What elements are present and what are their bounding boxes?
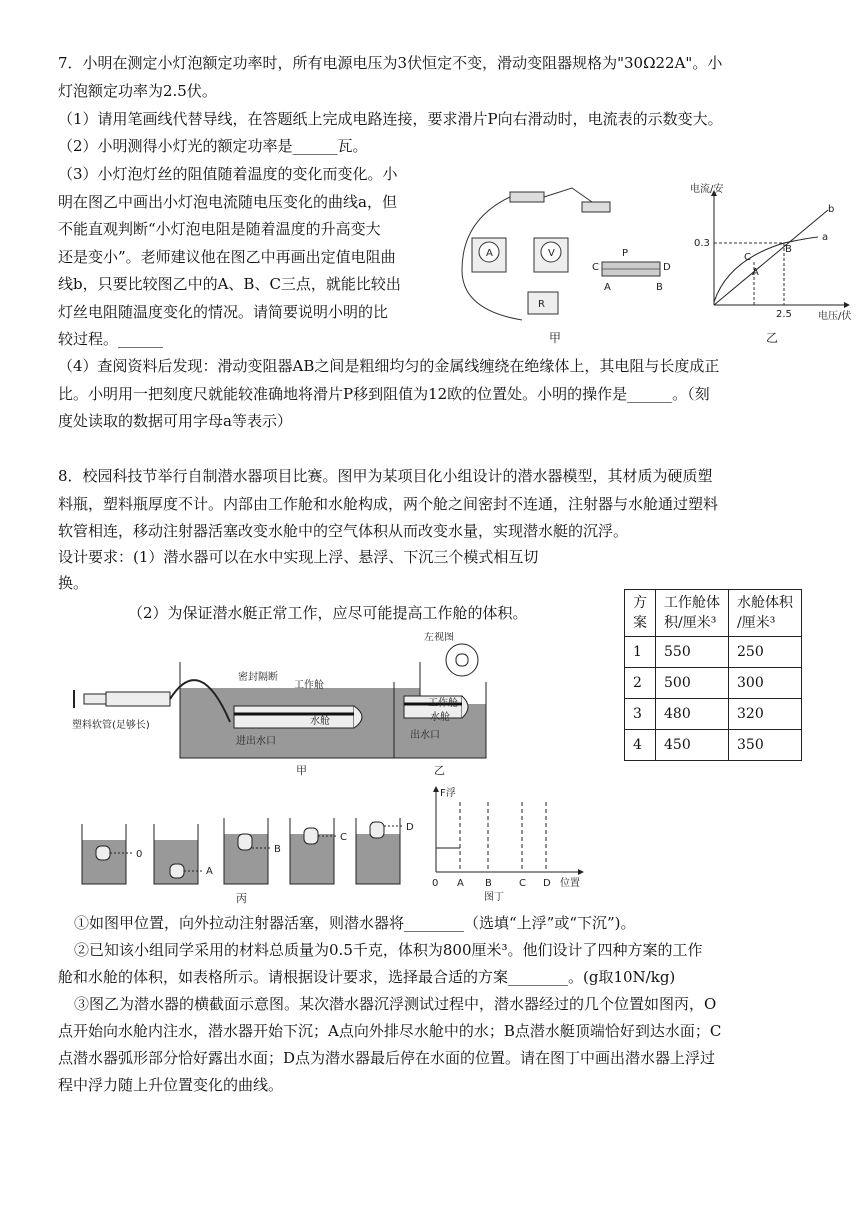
q8-line-6: （2）为保证潜水艇正常工作，应尽可能提高工作舱的体积。 (128, 604, 528, 622)
q8-sub-3a: ③图乙为潜水器的横截面示意图。某次潜水器沉浮测试过程中，潜水器经过的几个位置如图丙，O (74, 995, 717, 1013)
caption-ding: 图丁 (484, 892, 504, 903)
table-row (625, 730, 802, 761)
beaker-D (356, 818, 414, 884)
q8-line-5: 换。 (58, 574, 89, 592)
graph-ylabel: 电流/安 (690, 184, 724, 195)
table-cell: 3 (625, 699, 656, 730)
label-work2: 工作舱 (428, 698, 458, 709)
table-cell: 2 (625, 668, 656, 699)
table-header-row (625, 590, 802, 637)
q8-line-1: 8．校园科技节举行自制潜水器项目比赛。图甲为某项目化小组设计的潜水器模型，其材质为硬质塑 (58, 467, 713, 485)
label-tube: 塑料软管(足够长) (72, 720, 150, 731)
table-header-cell: 工作舱体 积/厘米³ (656, 590, 729, 637)
beaker-B (224, 818, 281, 884)
q7-line-7: 不能直观判断“小灯泡电阻是随着温度的升高变大 (58, 220, 381, 238)
label-water2: 水舱 (430, 712, 450, 723)
q8-sub-2a: ②已知该小组同学采用的材料总质量为0.5千克，体积为800厘米³。他们设计了四种方案的工作 (74, 941, 703, 959)
q8-line-2: 料瓶，塑料瓶厚度不计。内部由工作舱和水舱构成，两个舱之间密封不连通，注射器与水舱通过塑料 (58, 495, 719, 513)
label-D: D (663, 262, 671, 273)
table-cell: 250 (729, 637, 802, 668)
table-cell: 480 (656, 699, 729, 730)
beaker-C (290, 818, 347, 884)
table-cell: 320 (729, 699, 802, 730)
beaker-0 (82, 824, 142, 884)
graph-ding (432, 786, 584, 903)
table-header-cell: 方 案 (625, 590, 656, 637)
q7-line-14: 度处读取的数据可用字母a等表示） (58, 412, 292, 430)
q7-line-4: （2）小明测得小灯光的额定功率是______瓦。 (58, 137, 368, 155)
point-C: C (744, 252, 751, 263)
q8-line-4: 设计要求：(1）潜水器可以在水中实现上浮、悬浮、下沉三个模式相互切 (58, 548, 539, 566)
q7-line-3: （1）请用笔画线代替导线，在答题纸上完成电路连接，要求滑片P向右滑动时，电流表的示数变大。 (58, 110, 723, 128)
graph-xlabel: 电压/伏 (818, 311, 852, 322)
graph-xtick: 2.5 (776, 309, 792, 320)
graph-figure-yi (688, 180, 858, 346)
caption-sub-jia: 甲 (296, 764, 307, 777)
table-header-cell: 水舱体积 /厘米³ (729, 590, 802, 637)
q7-line-10: 灯丝电阻随温度变化的情况。请简要说明小明的比 (58, 303, 389, 321)
label-inout: 进出水口 (236, 736, 276, 747)
svg-text:A: A (486, 248, 493, 259)
caption-jia: 甲 (549, 331, 562, 345)
plan-table (624, 589, 802, 761)
label-leftview: 左视图 (424, 632, 454, 643)
graph-ytick: 0.3 (694, 238, 710, 249)
label-C: C (592, 262, 599, 273)
q8-sub-3d: 程中浮力随上升位置变化的曲线。 (58, 1076, 284, 1094)
q7-line-6: 明在图乙中画出小灯泡电流随电压变化的曲线a，但 (58, 193, 397, 211)
point-B: B (785, 244, 792, 255)
label-R: R (538, 299, 545, 310)
caption-yi: 乙 (766, 331, 779, 345)
q7-line-9: 线b，只要比较图乙中的A、B、C三点，就能比较出 (58, 275, 401, 293)
pos-A: A (206, 866, 213, 877)
label-water: 水舱 (310, 716, 330, 727)
table-row (625, 699, 802, 730)
circuit-figure-jia (452, 180, 674, 346)
axis-D: D (543, 878, 551, 889)
pos-D: D (406, 822, 414, 833)
label-A-rheo: A (604, 282, 611, 293)
label-P: P (622, 248, 629, 259)
q7-line-11: 较过程。______ (58, 330, 164, 348)
table-row (625, 637, 802, 668)
table-row (625, 668, 802, 699)
caption-sub-yi: 乙 (434, 764, 445, 777)
label-work: 工作舱 (294, 680, 324, 691)
axis-0: 0 (432, 878, 439, 889)
q8-sub-3c: 点潜水器弧形部分恰好露出水面；D点为潜水器最后停在水面的位置。请在图丁中画出潜水器上浮过 (58, 1049, 716, 1067)
q7-line-1: 7．小明在测定小灯泡额定功率时，所有电源电压为3伏恒定不变，滑动变阻器规格为"30Ω22A"。小 (58, 54, 723, 72)
label-out2: 出水口 (410, 730, 440, 741)
pos-0: 0 (136, 849, 143, 860)
table-cell: 450 (656, 730, 729, 761)
q7-line-5: （3）小灯泡灯丝的阻值随着温度的变化而变化。小 (58, 165, 398, 183)
table-cell: 4 (625, 730, 656, 761)
axis-x-label: 位置 (560, 878, 580, 889)
q7-line-12: （4）查阅资料后发现：滑动变阻器AB之间是粗细均匀的金属线缠绕在绝缘体上，其电阻与长度成正 (58, 357, 720, 375)
graph-ding-ylabel: F浮 (440, 788, 456, 799)
label-seal: 密封隔断 (238, 672, 278, 683)
svg-text:V: V (548, 248, 555, 259)
curve-b-label: b (828, 204, 835, 215)
figure-bing-ding (80, 784, 600, 906)
table-cell: 1 (625, 637, 656, 668)
table-cell: 350 (729, 730, 802, 761)
pos-B: B (274, 844, 281, 855)
q7-line-13: 比。小明用一把刻度尺就能较准确地将滑片P移到阻值为12欧的位置处。小明的操作是______。（刻 (58, 385, 710, 403)
curve-a-label: a (822, 232, 829, 243)
q8-sub-3b: 点开始向水舱内注水，潜水器开始下沉；A点向外排尽水舱中的水；B点潜水艇顶端恰好到达水面；C (58, 1022, 722, 1040)
caption-bing: 丙 (236, 892, 247, 905)
q8-sub-2b: 舱和水舱的体积，如表格所示。请根据设计要求，选择最合适的方案________。(g取10N/kg) (58, 968, 676, 986)
q8-line-3: 软管相连，移动注射器活塞改变水舱中的空气体积从而改变水量，实现潜水艇的沉浮。 (58, 522, 629, 540)
table-cell: 300 (729, 668, 802, 699)
label-B-rheo: B (656, 282, 663, 293)
submarine-figure (70, 632, 490, 780)
table-cell: 500 (656, 668, 729, 699)
axis-A: A (457, 878, 464, 889)
q7-line-2: 灯泡额定功率为2.5伏。 (58, 82, 217, 100)
axis-C: C (519, 878, 526, 889)
beaker-A (154, 824, 213, 884)
table-cell: 550 (656, 637, 729, 668)
pos-C: C (340, 832, 347, 843)
q8-sub-1: ①如图甲位置，向外拉动注射器活塞，则潜水器将________（选填“上浮”或“下沉”)。 (74, 914, 636, 932)
point-A: A (752, 267, 759, 278)
axis-B: B (485, 878, 492, 889)
q7-line-8: 还是变小”。老师建议他在图乙中再画出定值电阻曲 (58, 248, 396, 266)
